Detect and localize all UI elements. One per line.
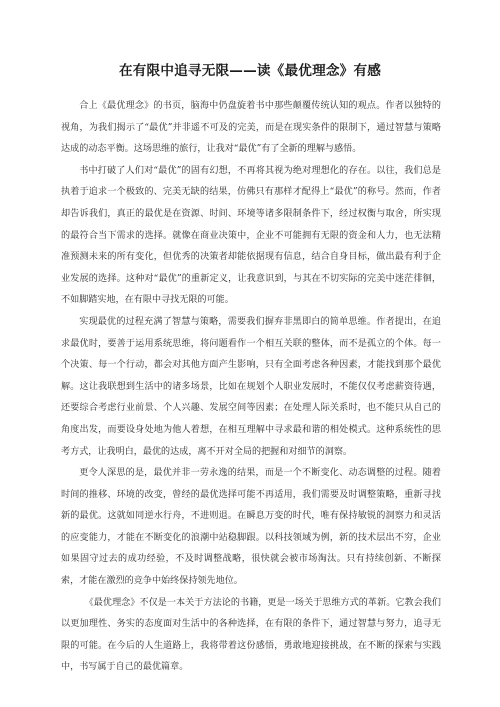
paragraph-2: 书中打破了人们对“最优”的固有幻想，不再将其视为绝对理想化的存在。以往，我们总是执着于追求一个极致的、完美无缺的结果，仿佛只有那样才配得上“最优”的称号。然而，作者却告诉我们，真正的最优是在资源、时间、环境等诸多限制条件下，经过权衡与取舍，所实现的最符合当下需求的选择。就像在商业决策中，企业不可能拥有无限的资金和人力，也无法精准预测未来的所有变化，但优秀的决策者却能依据现有信息，结合自身目标，做出最有利于企业发展的选择。这种对“最优”的重新定义，让我意识到，与其在不切实际的完美中迷茫徘徊，不如脚踏实地，在有限中寻找无限的可能。: [61, 165, 441, 306]
paragraph-3: 实现最优的过程充满了智慧与策略，需要我们摒弃非黑即白的简单思维。作者提出，在追求最优时，要善于运用系统思维，将问题看作一个相互关联的整体，而不是孤立的个体。每一个决策、每一个行动，都会对其他方面产生影响，只有全面考虑各种因素，才能找到那个最优解。这让我联想到生活中的诸多场景，比如在规划个人职业发展时，不能仅仅考虑薪资待遇，还要综合考虑行业前景、个人兴趣、发展空间等因素；在处理人际关系时，也不能只从自己的角度出发，而要设身处地为他人着想，在相互理解中寻求最和谐的相处模式。这种系统性的思考方式，让我明白，最优的达成，离不开对全局的把握和对细节的洞察。: [61, 316, 441, 457]
document-body: [61, 96, 441, 679]
paragraph-1: 合上《最优理念》的书页，脑海中仍盘旋着书中那些颠覆传统认知的观点。作者以独特的视角，为我们揭示了“最优”并非遥不可及的完美，而是在现实条件的限制下，通过智慧与策略达成的动态平衡。这场思维的旅行，让我对“最优”有了全新的理解与感悟。: [61, 101, 441, 155]
paragraph-4: 更令人深思的是，最优并非一劳永逸的结果，而是一个不断变化、动态调整的过程。随着时间的推移、环境的改变，曾经的最优选择可能不再适用，我们需要及时调整策略，重新寻找新的最优。这就如同逆水行舟，不进则退。在瞬息万变的时代，唯有保持敏锐的洞察力和灵活的应变能力，才能在不断变化的浪潮中站稳脚跟。以科技领域为例，新的技术层出不穷，企业如果固守过去的成功经验，不及时调整战略，很快就会被市场淘汰。只有持续创新、不断探索，才能在激烈的竞争中始终保持领先地位。: [61, 468, 441, 587]
paragraph-5: 《最优理念》不仅是一本关于方法论的书籍，更是一场关于思维方式的革新。它教会我们以更加理性、务实的态度面对生活中的各种选择，在有限的条件下，通过智慧与努力，追寻无限的可能。在今后的人生道路上，我将带着这份感悟，勇敢地迎接挑战，在不断的探索与实践中，书写属于自己的最优篇章。: [61, 597, 441, 673]
document-title: 在有限中追寻无限——读《最优理念》有感: [118, 63, 382, 79]
